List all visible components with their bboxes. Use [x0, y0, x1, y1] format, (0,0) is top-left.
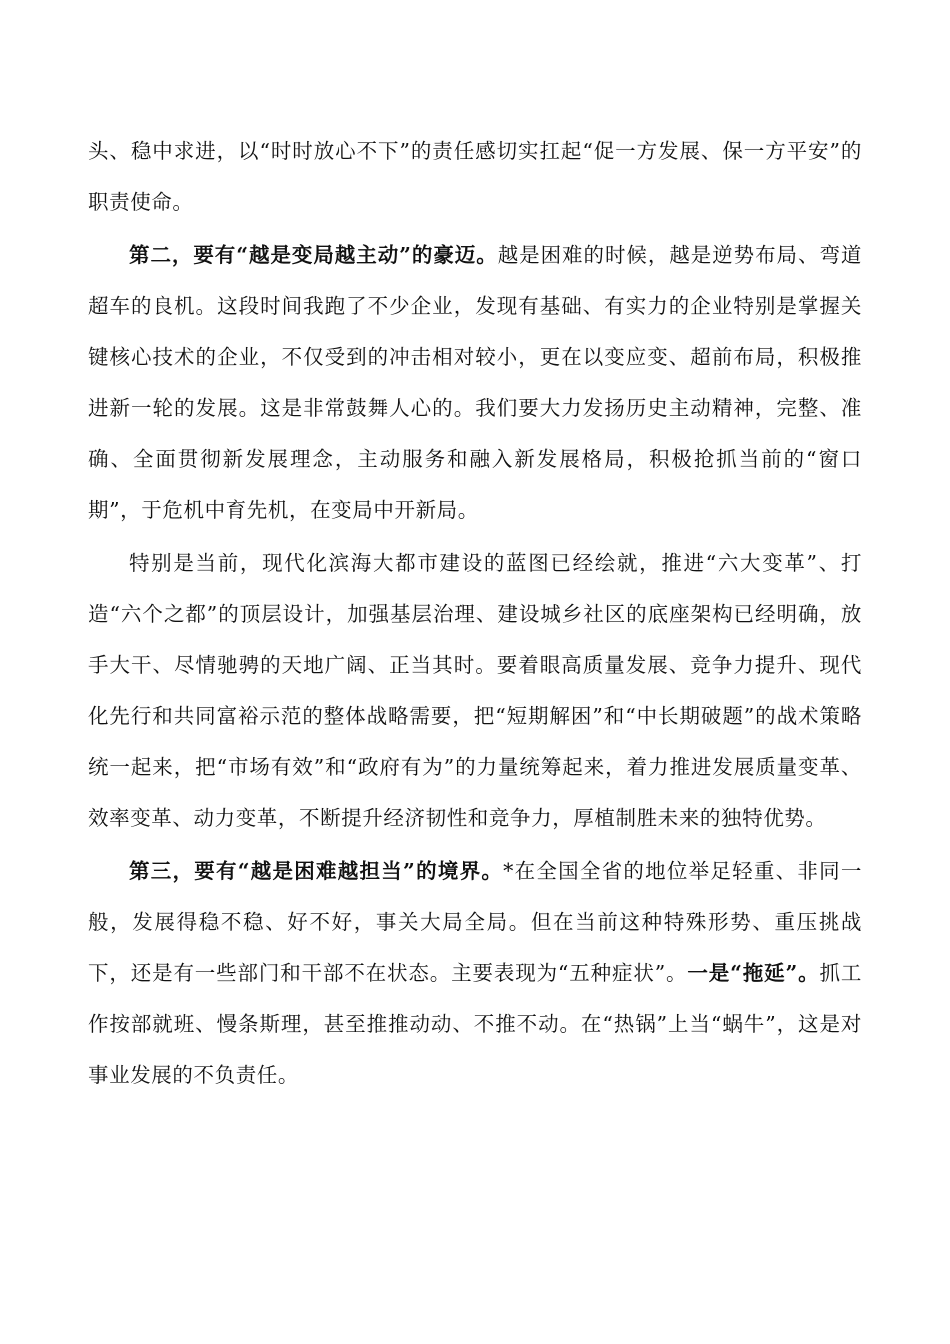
paragraph-current-situation [88, 538, 862, 844]
paragraph-third-point [88, 846, 862, 1101]
paragraph-second-point [88, 230, 862, 536]
paragraph-text: 越是困难的时候，越是逆势布局、弯道超车的良机。这段时间我跑了不少企业，发现有基础、有实力的企业特别是掌握关键核心技术的企业，不仅受到的冲击相对较小，更在以变应变、超前布局，积极推进新一轮的发展。这是非常鼓舞人心的。我们要大力发扬历史主动精神，完整、准确、全面贯彻新发展理念，主动服务和融入新发展格局，积极抢抓当前的“窗口期”，于危机中育先机，在变局中开新局。 [88, 243, 862, 522]
paragraph-continuation [88, 126, 862, 228]
paragraph-text: 特别是当前，现代化滨海大都市建设的蓝图已经绘就，推进“六大变革”、打造“六个之都”的顶层设计，加强基层治理、建设城乡社区的底座架构已经明确，放手大干、尽情驰骋的天地广阔、正当其时。要着眼高质量发展、竞争力提升、现代化先行和共同富裕示范的整体战略需要，把“短期解困”和“中长期破题”的战术策略统一起来，把“市场有效”和“政府有为”的力量统筹起来，着力推进发展质量变革、效率变革、动力变革，不断提升经济韧性和竞争力，厚植制胜未来的独特优势。 [88, 551, 862, 830]
paragraph-heading: 第三，要有“越是困难越担当”的境界。 [129, 859, 504, 883]
paragraph-text: 头、稳中求进，以“时时放心不下”的责任感切实扛起“促一方发展、保一方平安”的职责使命。 [88, 139, 862, 214]
paragraph-heading: 第二，要有“越是变局越主动”的豪迈。 [129, 243, 498, 267]
document-page [88, 126, 862, 1101]
paragraph-subheading: 一是“拖延”。 [687, 961, 820, 985]
paragraph-text: *在全国全省的地位举足轻重、非同一般，发展得稳不稳、好不好，事关大局全局。但在当前这种特殊形势、重压挑战下，还是有一些部门和干部不在状态。主要表现为“五种症状”。 [88, 859, 863, 985]
paragraph-text: 抓工作按部就班、慢条斯理，甚至推推动动、不推不动。在“热锅”上当“蜗牛”，这是对事业发展的不负责任。 [88, 961, 862, 1087]
